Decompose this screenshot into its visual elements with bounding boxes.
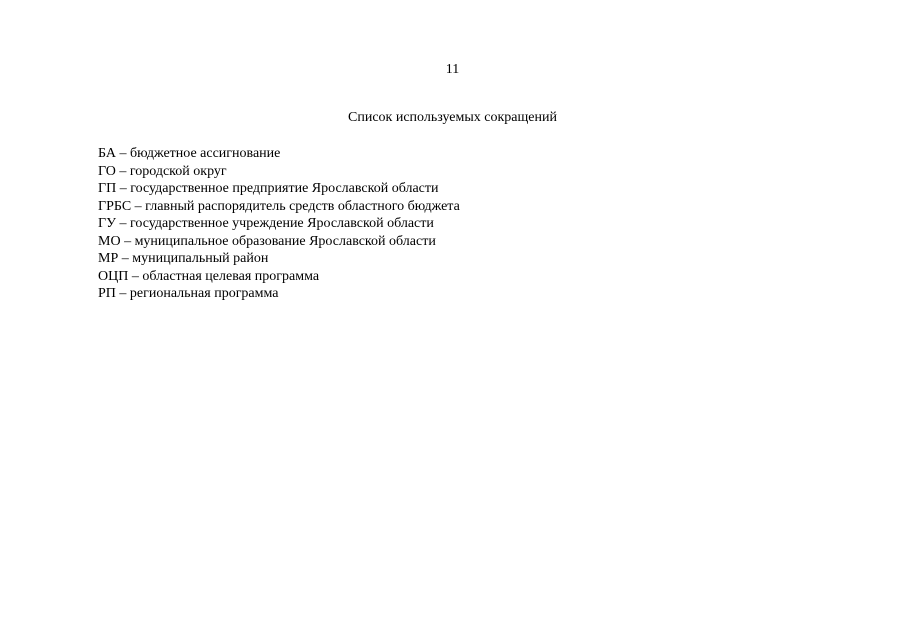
separator: – xyxy=(115,163,130,179)
abbreviation: РП xyxy=(98,286,116,301)
list-item xyxy=(98,233,460,251)
abbreviation: ГП xyxy=(98,181,117,196)
abbreviation-meaning: областная целевая программа xyxy=(142,268,320,284)
separator: – xyxy=(115,146,130,161)
abbreviation: ГУ xyxy=(98,216,117,231)
abbreviation-meaning: государственное учреждение Ярославской области xyxy=(130,216,434,231)
separator: – xyxy=(116,181,131,196)
separator: – xyxy=(120,233,135,249)
list-item xyxy=(98,268,460,286)
abbreviation-list xyxy=(98,145,460,303)
separator: – xyxy=(128,268,143,284)
list-item xyxy=(98,285,460,303)
list-item xyxy=(98,215,460,233)
abbreviation-meaning: бюджетное ассигнование xyxy=(129,146,281,161)
list-item xyxy=(98,163,460,181)
separator: – xyxy=(118,251,133,266)
abbreviation-meaning: государственное предприятие Ярославской области xyxy=(130,181,439,196)
list-item xyxy=(98,145,460,163)
abbreviation-meaning: муниципальный район xyxy=(132,251,269,266)
abbreviation-meaning: муниципальное образование Ярославской области xyxy=(134,233,436,249)
list-item xyxy=(98,180,460,198)
list-item xyxy=(98,198,460,216)
abbreviation: ГРБС xyxy=(98,198,132,214)
abbreviation: БА xyxy=(98,146,116,161)
abbreviation: МО xyxy=(98,233,121,249)
abbreviation-meaning: главный распорядитель средств областного бюджета xyxy=(145,198,460,214)
page-number: 11 xyxy=(445,62,460,77)
abbreviation: ОЦП xyxy=(98,268,129,284)
abbreviation-meaning: региональная программа xyxy=(129,286,279,301)
list-item xyxy=(98,250,460,268)
abbreviation: МР xyxy=(98,251,119,266)
abbreviation: ГО xyxy=(98,163,116,179)
separator: – xyxy=(131,198,146,214)
page-title: Список используемых сокращений xyxy=(348,110,557,125)
abbreviation-meaning: городской округ xyxy=(129,163,227,179)
separator: – xyxy=(115,286,130,301)
separator: – xyxy=(116,216,131,231)
